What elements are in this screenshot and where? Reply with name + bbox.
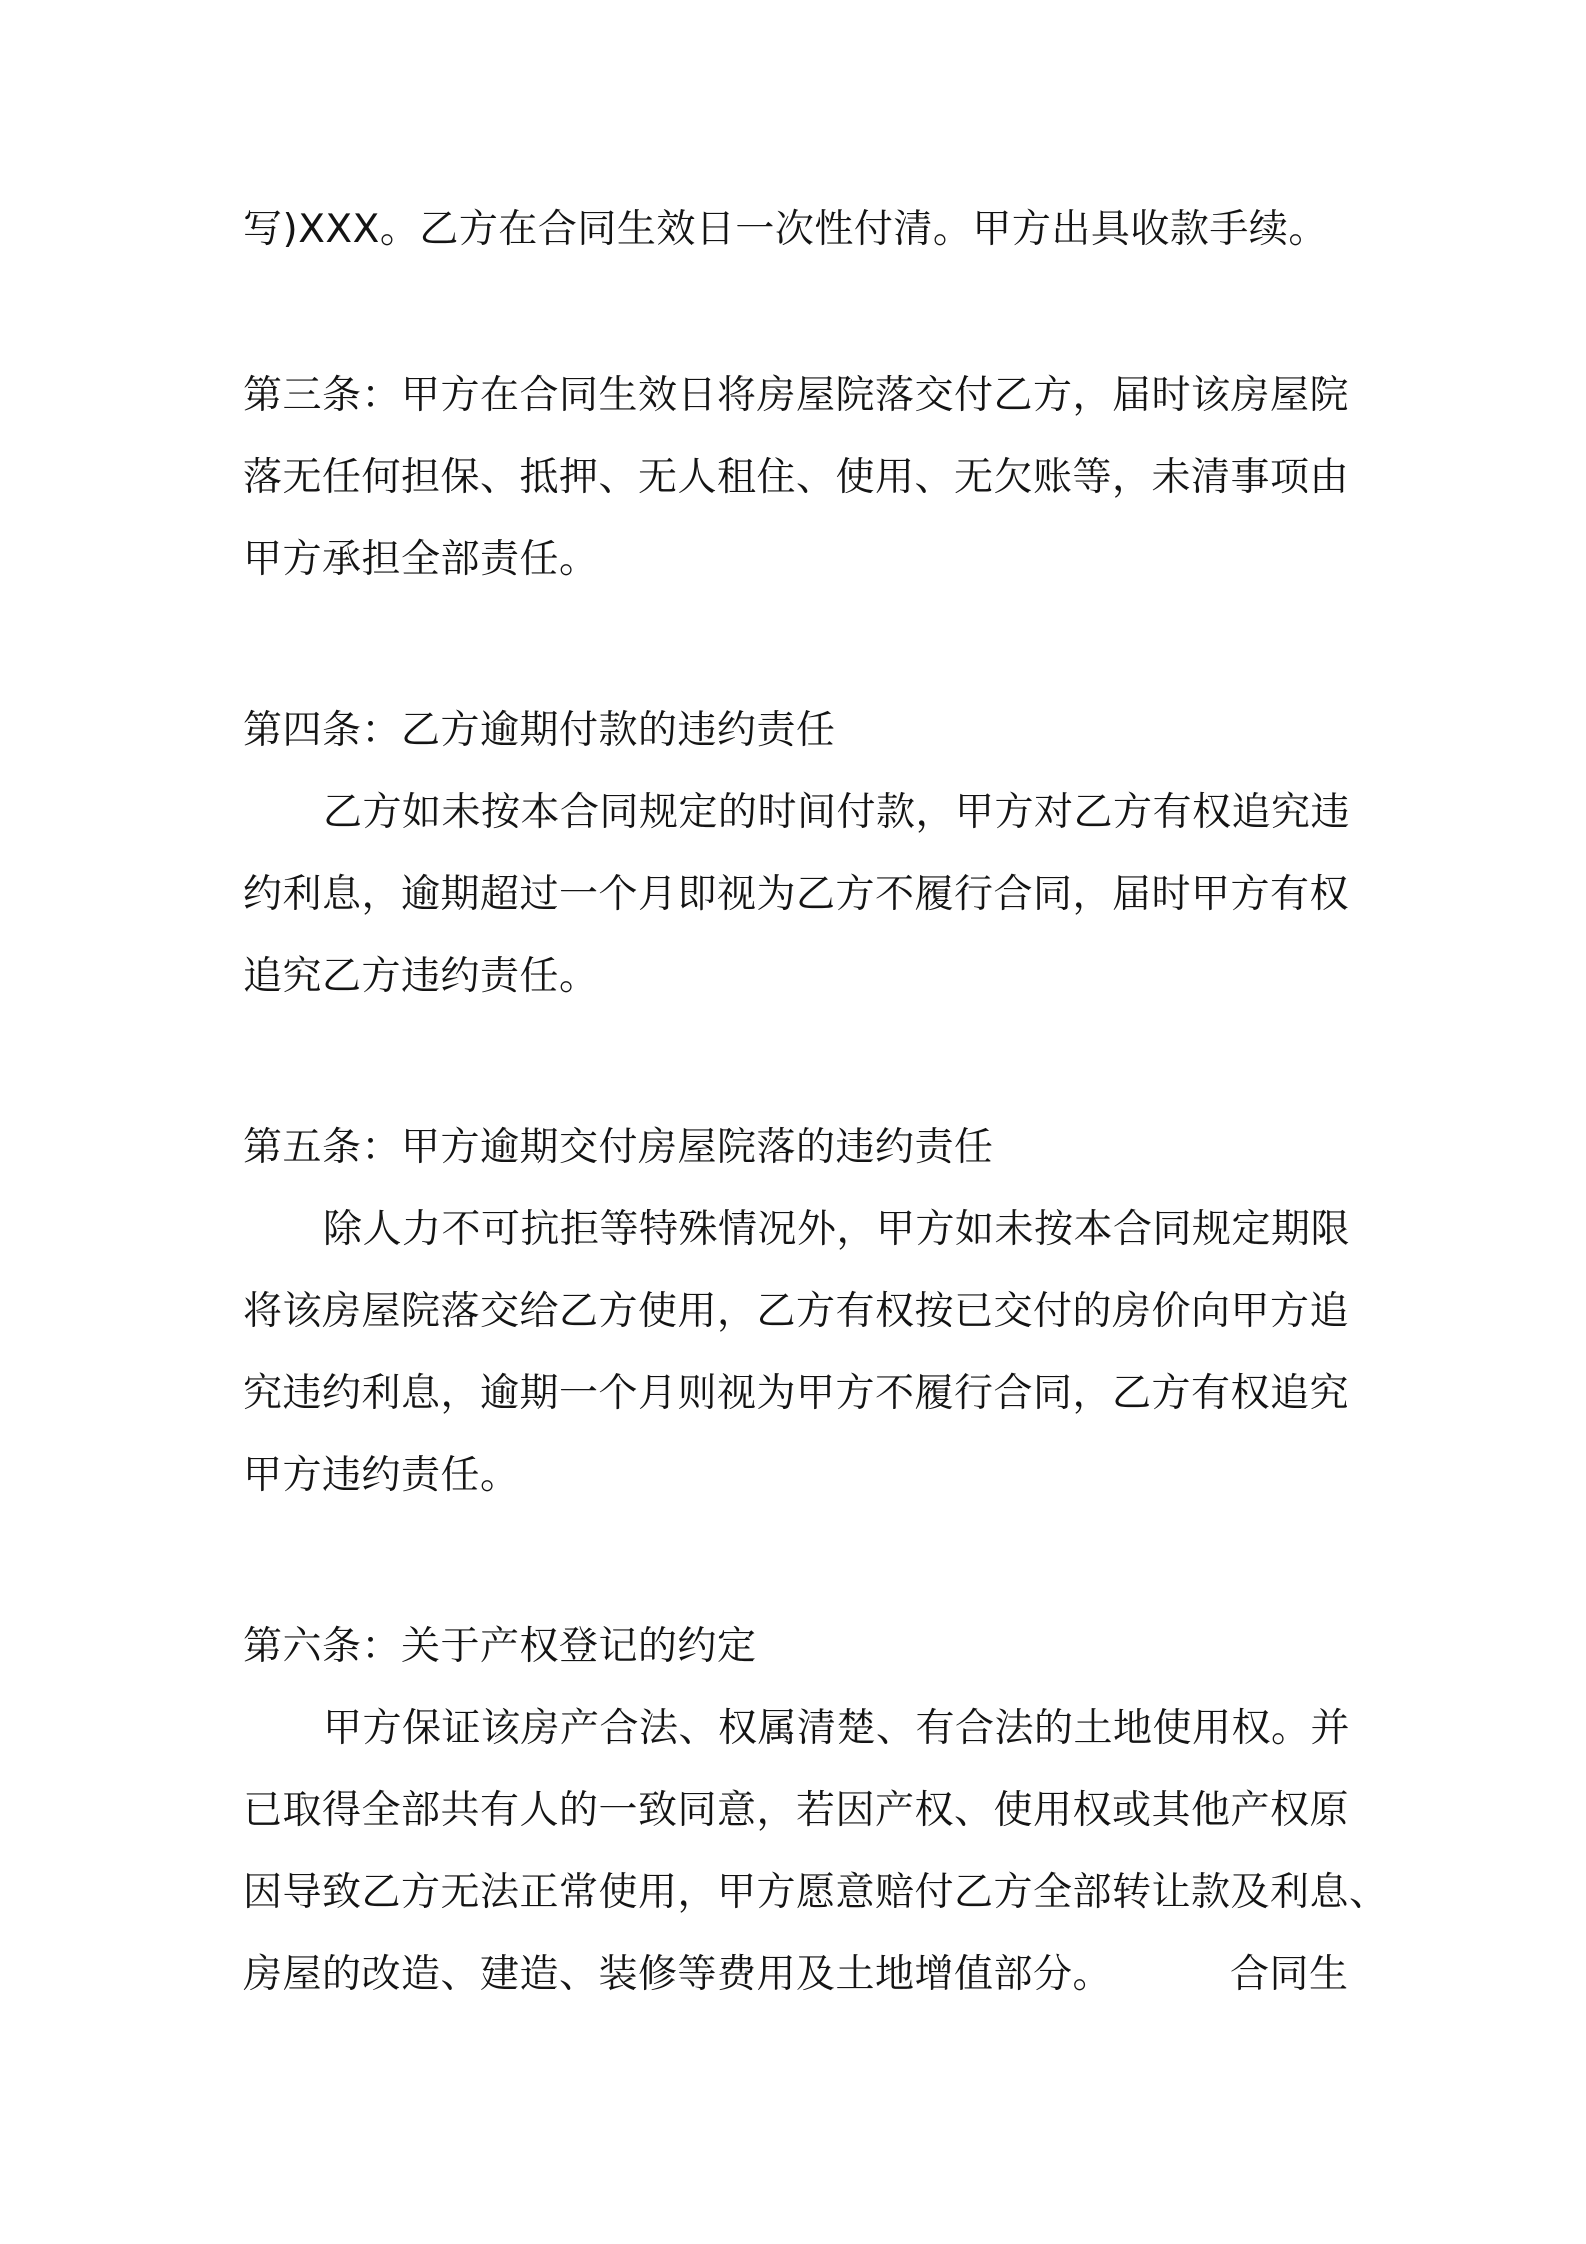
article5-line-3: 究违约利息，逾期一个月则视为甲方不履行合同，乙方有权追究 (243, 1371, 1350, 1416)
article5-line-4: 甲方违约责任。 (243, 1453, 520, 1498)
intro-line: 写)XXX。乙方在合同生效日一次性付清。甲方出具收款手续。 (243, 207, 1328, 252)
article4-line-3: 追究乙方违约责任。 (243, 954, 599, 999)
article6-line-4 (243, 1947, 1363, 2003)
article4-line-1: 乙方如未按本合同规定的时间付款，甲方对乙方有权追究违 (323, 790, 1351, 835)
article3-line-1: 第三条：甲方在合同生效日将房屋院落交付乙方，届时该房屋院 (243, 373, 1350, 418)
article6-trailing-text: 合同生 (1230, 1952, 1349, 1997)
article6-line-4-text: 房屋的改造、建造、装修等费用及土地增值部分。 (243, 1952, 1113, 1997)
article3-line-2: 落无任何担保、抵押、无人租住、使用、无欠账等，未清事项由 (243, 455, 1350, 500)
article6-heading: 第六条：关于产权登记的约定 (243, 1624, 757, 1669)
article3-line-3: 甲方承担全部责任。 (243, 537, 599, 582)
article6-line-3: 因导致乙方无法正常使用，甲方愿意赔付乙方全部转让款及利息、 (243, 1870, 1389, 1915)
article4-heading: 第四条：乙方逾期付款的违约责任 (243, 708, 836, 753)
article5-line-2: 将该房屋院落交给乙方使用，乙方有权按已交付的房价向甲方追 (243, 1289, 1350, 1334)
article6-line-2: 已取得全部共有人的一致同意，若因产权、使用权或其他产权原 (243, 1788, 1350, 1833)
article5-line-1: 除人力不可抗拒等特殊情况外，甲方如未按本合同规定期限 (323, 1207, 1351, 1252)
article4-line-2: 约利息，逾期超过一个月即视为乙方不履行合同，届时甲方有权 (243, 872, 1350, 917)
article6-line-1: 甲方保证该房产合法、权属清楚、有合法的土地使用权。并 (323, 1706, 1351, 1751)
article5-heading: 第五条：甲方逾期交付房屋院落的违约责任 (243, 1125, 994, 1170)
